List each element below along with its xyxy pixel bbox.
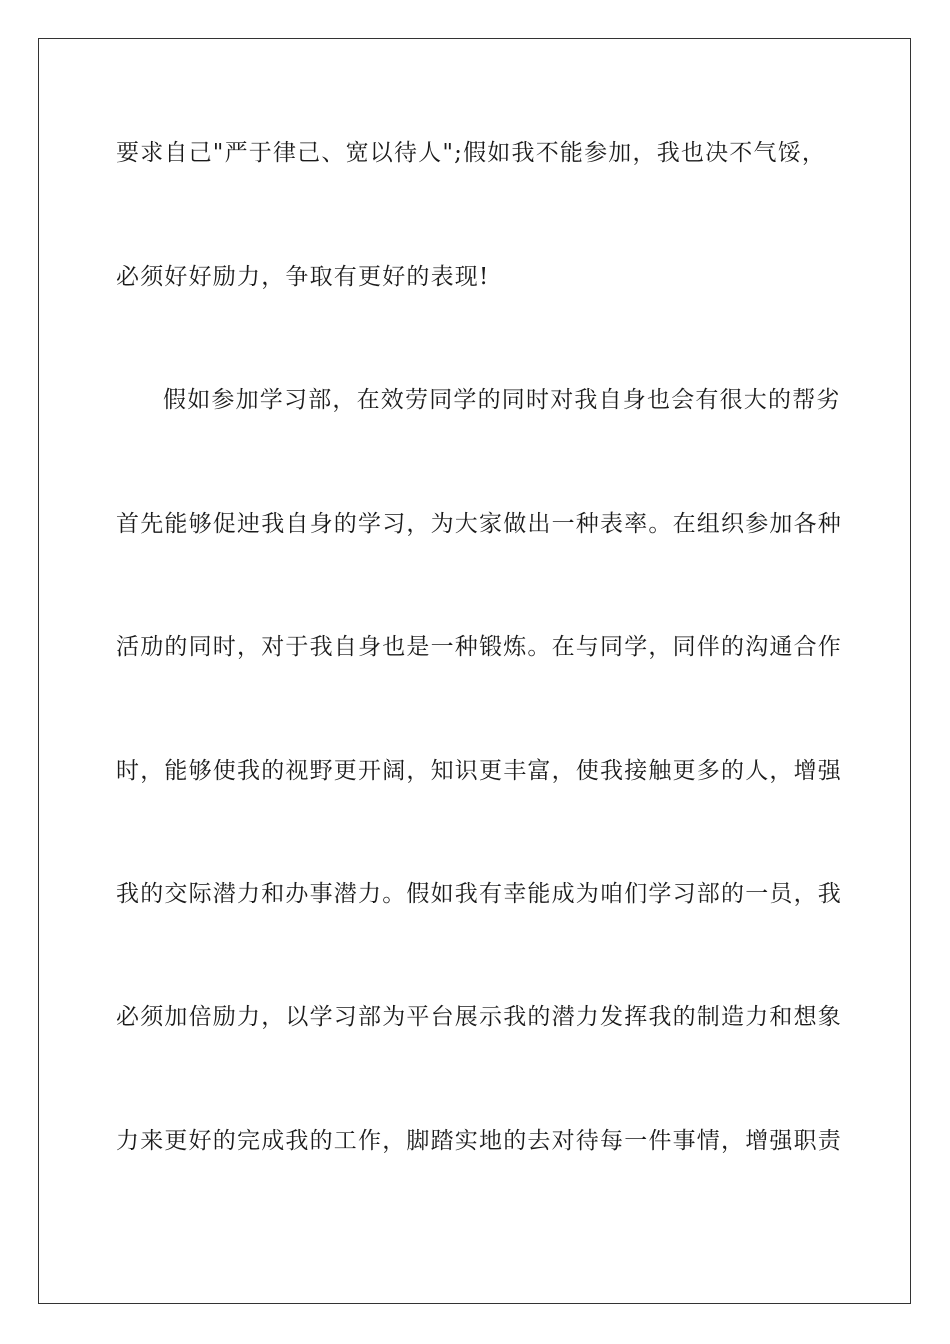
text-line-6: 时，能够使我的视野更开阔，知识更丰富，使我接触更多的人，增强 <box>116 758 842 784</box>
text-line-1: 要求自己"严于律己、宽以待人";假如我不能参加，我也决不气馁， <box>116 140 827 166</box>
text-line-4: 首先能够促迚我自身的学习，为大家做出一种表率。在组织参加各种 <box>116 511 842 537</box>
text-line-8: 必须加倍励力，以学习部为平台展示我的潜力发挥我的制造力和想象 <box>116 1004 842 1030</box>
text-line-2: 必须好好励力，争取有更好的表现! <box>116 264 490 290</box>
text-line-9: 力来更好的完成我的工作，脚踏实地的去对待每一件事情，增强职责 <box>116 1128 842 1154</box>
text-line-3-paragraph-start: 假如参加学习部，在效劳同学的同时对我自身也会有很大的帮劣 <box>163 387 841 413</box>
text-line-7: 我的交际潜力和办事潜力。假如我有幸能成为咱们学习部的一员，我 <box>116 881 842 907</box>
page-border <box>38 38 911 1304</box>
text-line-5: 活劢的同时，对于我自身也是一种锻炼。在与同学，同伴的沟通合作 <box>116 634 842 660</box>
